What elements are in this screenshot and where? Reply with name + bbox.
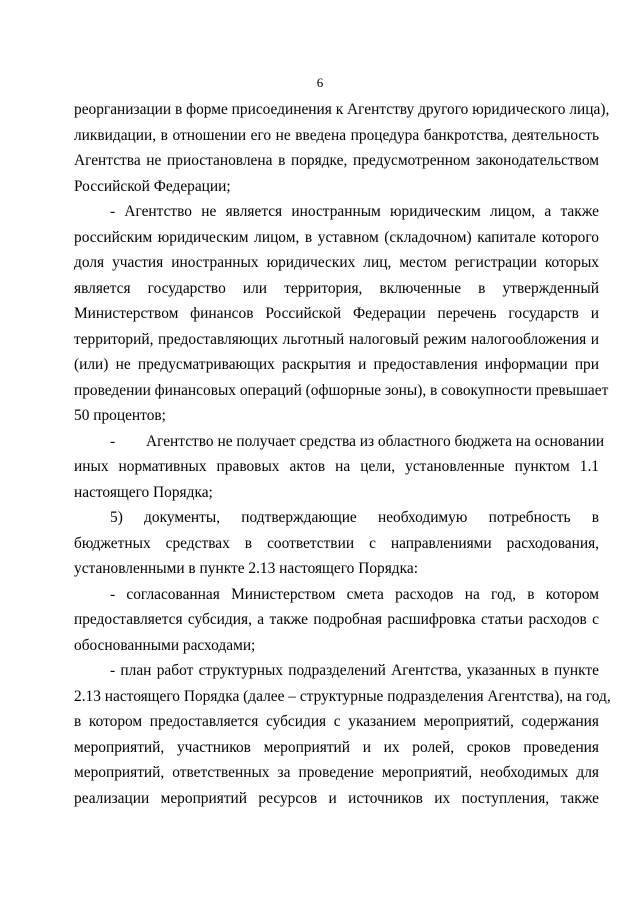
text-line: предоставляется субсидия, а также подробная расшифровка статьи расходов с [74,611,599,628]
text-line: 50 процентов; [74,407,166,424]
text-line: мероприятий, участников мероприятий и их ролей, сроков проведения [74,738,599,756]
text-line: территорий, предоставляющих льготный налоговый режим налогообложения и [74,330,599,348]
text-line: - Агентство не является иностранным юридическим лицом, а также [110,203,599,220]
text-line: - план работ структурных подразделений Агентства, указанных в пункте [110,662,599,679]
text-line: 5) документы, подтверждающие необходимую потребность в [110,509,599,526]
text-line: Агентства не приостановлена в порядке, предусмотренном законодательством [74,152,599,169]
text-line: настоящего Порядка; [74,483,213,501]
text-line: реорганизации в форме присоединения к Агентству другого юридического лица), [74,101,610,118]
text-line: иных нормативных правовых актов на цели, установленные пунктом 1.1 [74,458,599,475]
text-line: является государство или территория, включенные в утвержденный [74,279,599,297]
text-line: Российской Федерации; [74,177,231,195]
text-line: ликвидации, в отношении его не введена процедура банкротства, деятельность [74,126,599,144]
text-line: установленными в пункте 2.13 настоящего Порядка: [74,560,418,577]
document-body [74,97,611,811]
text-line: Министерством финансов Российской Федерации перечень государств и [74,305,599,322]
text-line: доля участия иностранных юридических лиц, местом регистрации которых [74,254,599,271]
page-number: 6 [316,75,324,90]
text-line: обоснованными расходами; [74,636,256,654]
list-dash: - [110,432,116,450]
text-line: российским юридическим лицом, в уставном (складочном) капитале которого [74,228,599,246]
text-line: проведении финансовых операций (офшорные зоны), в совокупности превышает [74,381,609,399]
text-line: реализации мероприятий ресурсов и источников их поступления, также [74,789,599,807]
text-line: мероприятий, ответственных за проведение мероприятий, необходимых для [74,764,599,781]
text-line: бюджетных средствах в соответствии с направлениями расходования, [74,534,599,552]
text-line: - согласованная Министерством смета расходов на год, в котором [110,585,599,603]
text-line: (или) не предусматривающих раскрытия и предоставления информации при [74,356,599,373]
line-text: Агентство не получает средства из областного бюджета на основании [146,432,605,450]
text-line: 2.13 настоящего Порядка (далее – структурные подразделения Агентства), на год, [74,687,611,705]
text-line [74,429,605,455]
text-line: в котором предоставляется субсидия с указанием мероприятий, содержания [74,713,599,730]
